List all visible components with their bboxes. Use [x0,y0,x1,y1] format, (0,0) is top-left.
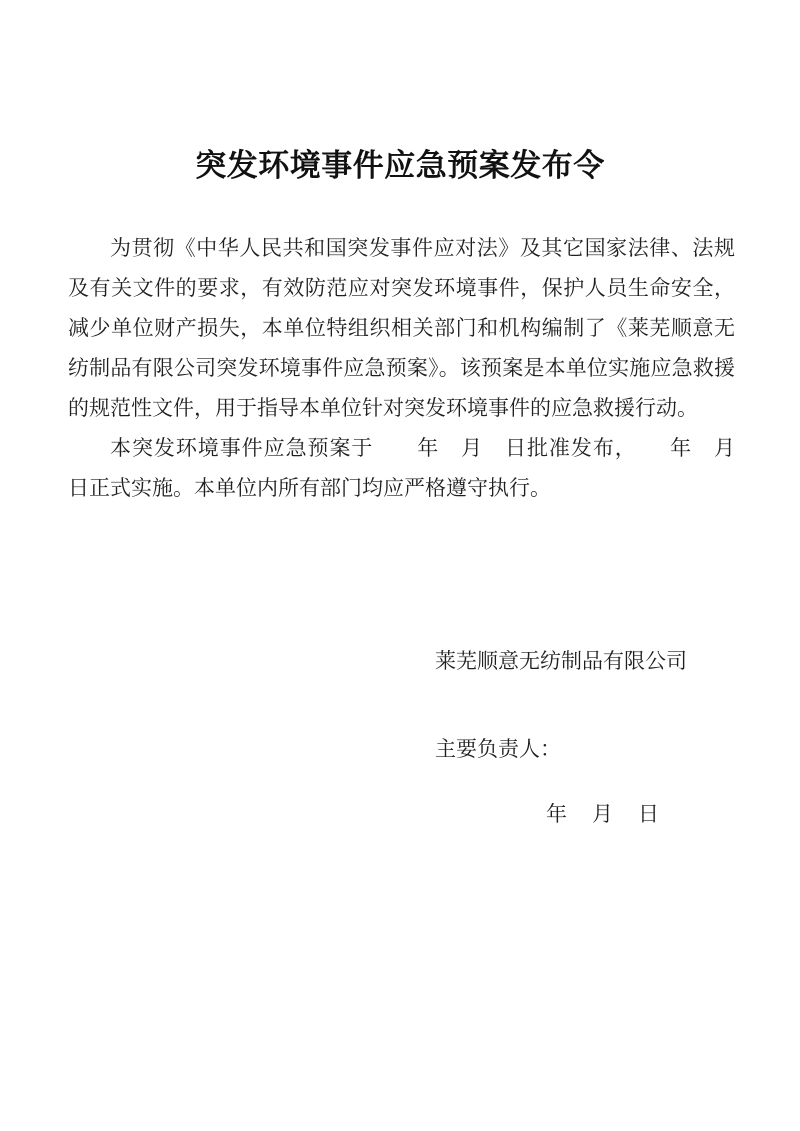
paragraph-intro: 为贯彻《中华人民共和国突发事件应对法》及其它国家法律、法规及有关文件的要求，有效防范应对突发环境事件，保护人员生命安全，减少单位财产损失，本单位特组织相关部门和机构编制了《莱芜顺意无纺制品有限公司突发环境事件应急预案》。该预案是本单位实施应急救援的规范性文件，用于指导本单位针对突发环境事件的应急救援行动。 [68,236,735,420]
signature-date-line: 年 月 日 [546,802,661,826]
document-title: 突发环境事件应急预案发布令 [195,148,605,183]
document-body [68,228,756,508]
signature-responsible-person-label: 主要负责人： [435,737,561,761]
signature-company-name: 莱芜顺意无纺制品有限公司 [435,649,687,673]
paragraph-release-date: 本突发环境事件应急预案于 年 月 日批准发布， 年 月 日正式实施。本单位内所有部门均应严格遵守执行。 [68,436,756,500]
